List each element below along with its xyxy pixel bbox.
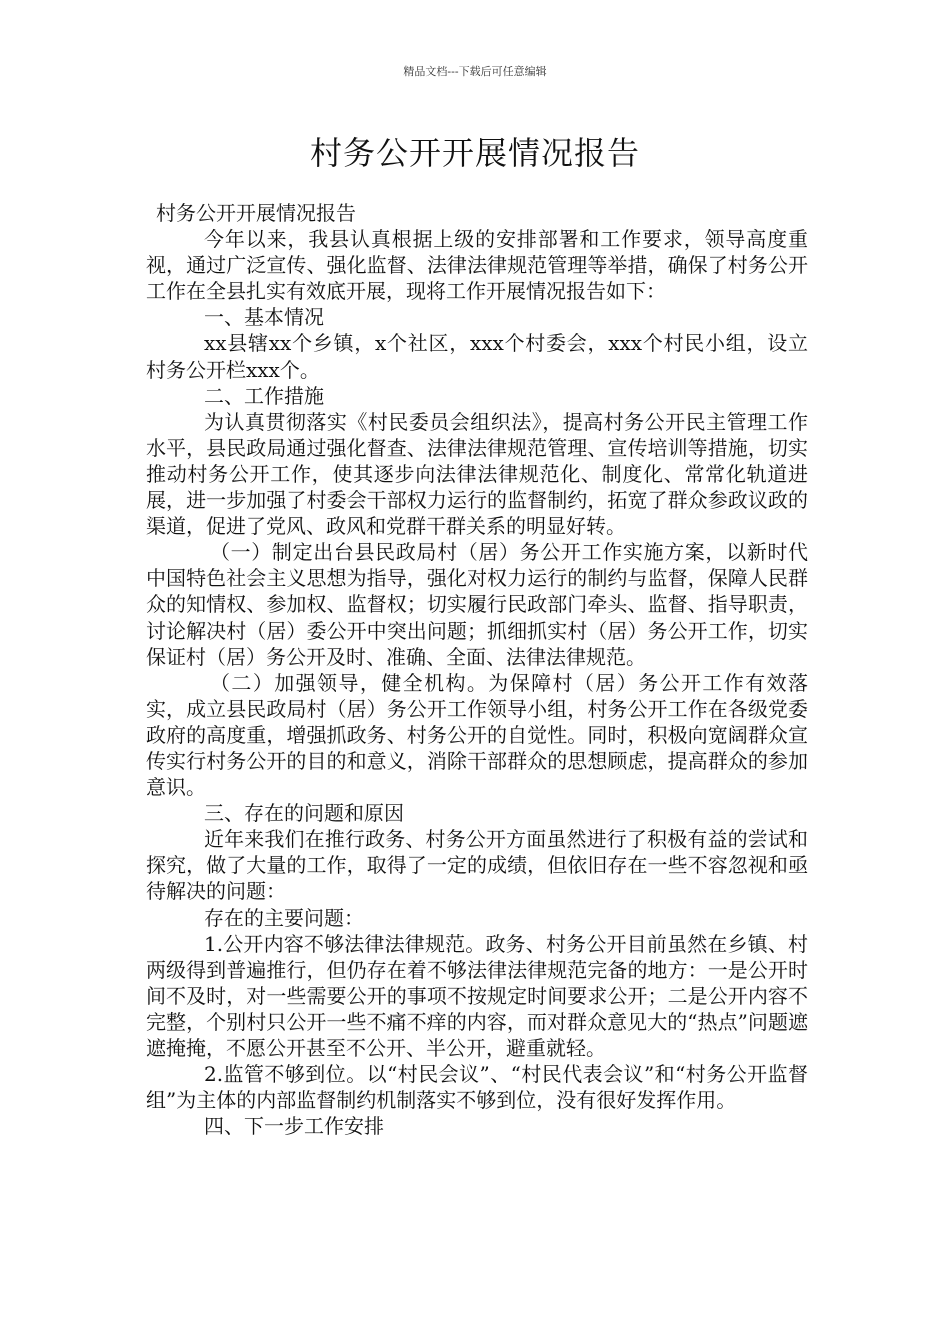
- document-body: [146, 200, 808, 1139]
- body-paragraph: 1.公开内容不够法律法律规范。政务、村务公开目前虽然在乡镇、村两级得到普遍推行，但仍存在着不够法律法律规范完备的地方：一是公开时间不及时，对一些需要公开的事项不按规定时间要求公开；二是公开内容不完整，个别村只公开一些不痛不痒的内容，而对群众意见大的“热点”问题遮遮掩掩，不愿公开甚至不公开、半公开，避重就轻。: [146, 931, 808, 1060]
- body-paragraph: 为认真贯彻落实《村民委员会组织法》，提高村务公开民主管理工作水平，县民政局通过强化督查、法律法律规范管理、宣传培训等措施，切实推动村务公开工作，使其逐步向法律法律规范化、制度化、常常化轨道进展，进一步加强了村委会干部权力运行的监督制约，拓宽了群众参政议政的渠道，促进了党风、政风和党群干群关系的明显好转。: [146, 409, 808, 539]
- body-paragraph: （二）加强领导，健全机构。为保障村（居）务公开工作有效落实，成立县民政局村（居）务公开工作领导小组，村务公开工作在各级党委政府的高度重，增强抓政务、村务公开的自觉性。同时，积极向宽阔群众宣传实行村务公开的目的和意义，消除干部群众的思想顾虑，提高群众的参加意识。: [146, 670, 808, 800]
- subtitle-paragraph: 村务公开开展情况报告: [156, 201, 356, 225]
- section-heading: 三、存在的问题和原因: [204, 801, 404, 826]
- intro-paragraph: 今年以来，我县认真根据上级的安排部署和工作要求，领导高度重视，通过广泛宣传、强化监督、法律法律规范管理等举措，确保了村务公开工作在全县扎实有效底开展，现将工作开展情况报告如下：: [146, 227, 808, 304]
- section-heading: 四、下一步工作安排: [204, 1114, 384, 1139]
- page-header: 精品文档---下载后可任意编辑: [403, 65, 547, 78]
- body-paragraph: 近年来我们在推行政务、村务公开方面虽然进行了积极有益的尝试和探究，做了大量的工作，取得了一定的成绩，但依旧存在一些不容忽视和亟待解决的问题：: [146, 827, 808, 904]
- body-paragraph: 2.监管不够到位。以“村民会议”、“村民代表会议”和“村务公开监督组”为主体的内部监督制约机制落实不够到位，没有很好发挥作用。: [146, 1062, 808, 1113]
- body-paragraph: xx县辖xx个乡镇，x个社区，xxx个村委会，xxx个村民小组，设立村务公开栏xxx个。: [146, 331, 808, 382]
- body-paragraph: （一）制定出台县民政局村（居）务公开工作实施方案，以新时代中国特色社会主义思想为指导，强化对权力运行的制约与监督，保障人民群众的知情权、参加权、监督权；切实履行民政部门牵头、监督、指导职责，讨论解决村（居）委公开中突出问题；抓细抓实村（居）务公开工作，切实保证村（居）务公开及时、准确、全面、法律法律规范。: [146, 540, 808, 669]
- section-heading: 二、工作措施: [204, 383, 324, 408]
- document-title: 村务公开开展情况报告: [309, 134, 640, 172]
- body-paragraph: 存在的主要问题：: [204, 905, 364, 930]
- section-heading: 一、基本情况: [204, 305, 324, 330]
